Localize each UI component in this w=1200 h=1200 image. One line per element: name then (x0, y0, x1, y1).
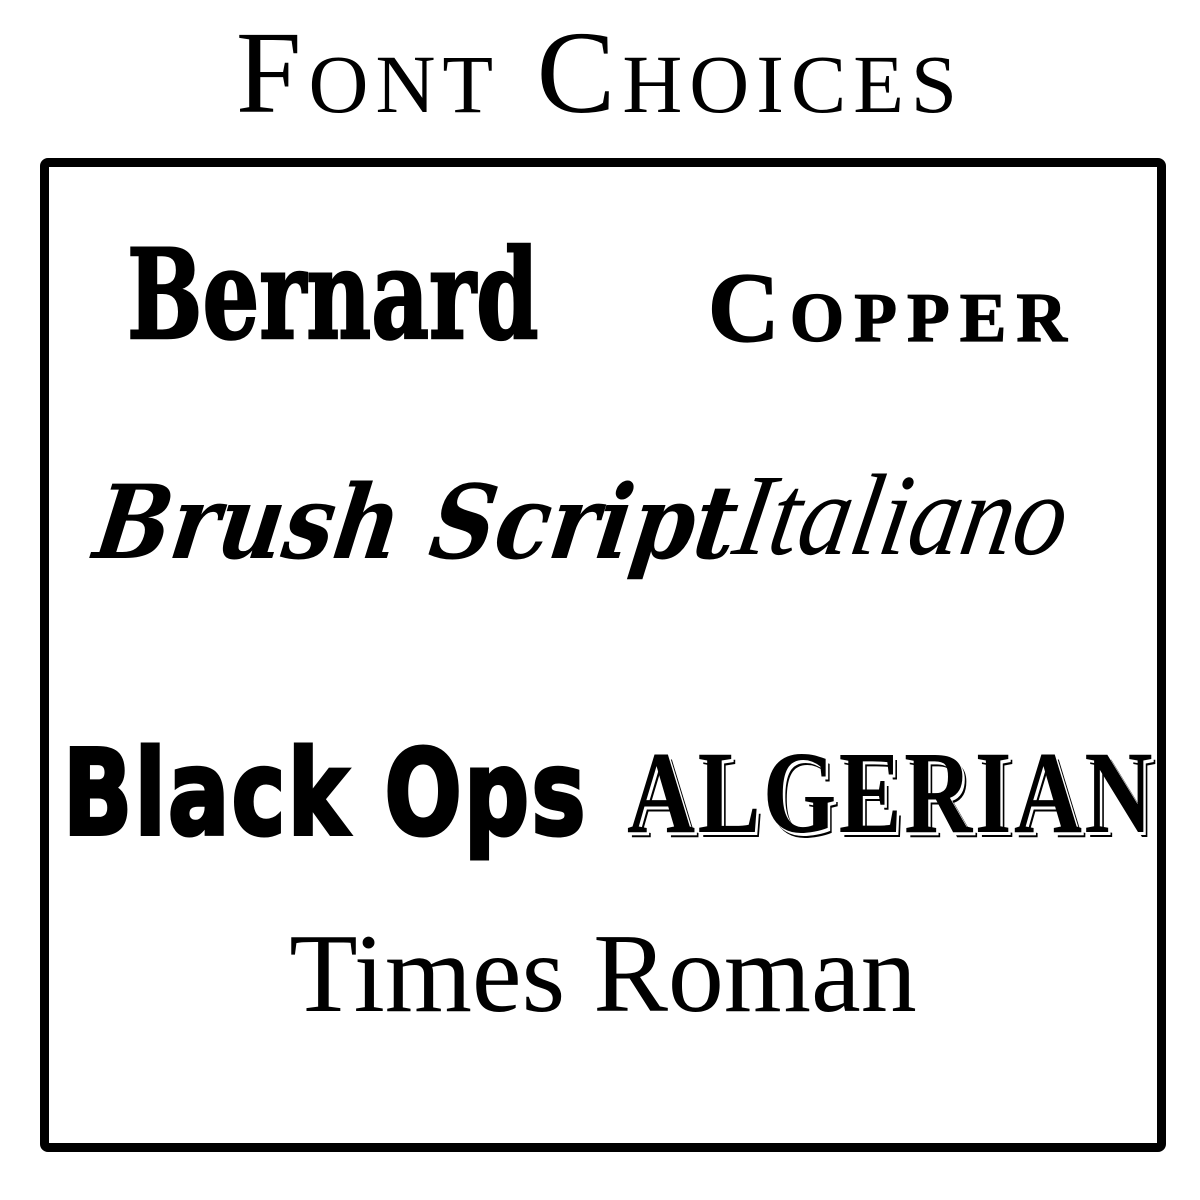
font-sample-times-roman: Times Roman (289, 912, 917, 1036)
font-sample-algerian: ALGERIAN (627, 727, 1155, 858)
sample-row-4 (49, 912, 1157, 1036)
sample-row-2 (49, 452, 1157, 583)
specimen-frame (40, 158, 1166, 1152)
page-title: Font Choices (235, 7, 965, 138)
sample-row-1 (49, 223, 1157, 368)
font-sample-black-ops: Black Ops (63, 724, 588, 862)
sample-row-3 (49, 724, 1157, 862)
font-sample-brush-script: Brush Script (87, 463, 746, 583)
font-sample-italiano: Italiano (725, 452, 1079, 580)
font-sample-bernard: Bernard (127, 223, 539, 368)
font-sample-copper: Copper (707, 252, 1077, 363)
